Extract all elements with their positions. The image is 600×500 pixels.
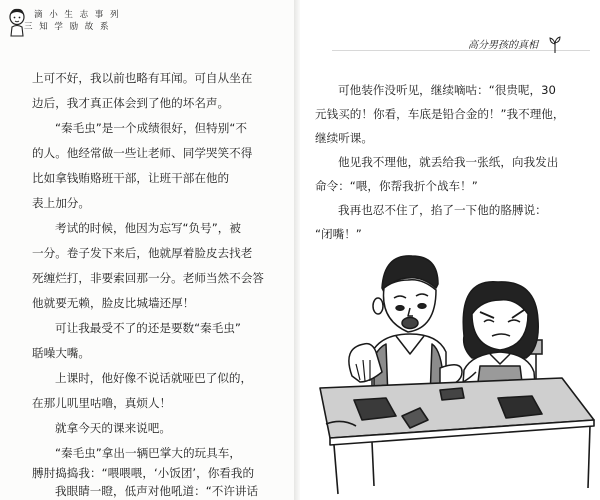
left-text-line: 一分。卷子发下来后，他就厚着脸皮去找老 [32, 246, 253, 260]
right-text-line: “闭嘴！” [315, 227, 362, 241]
series-title-line1: 滴 小 生 志 事 列 [34, 10, 121, 20]
left-text-line: 考试的时候，他因为忘写“负号”，被 [55, 221, 241, 235]
desk-illustration [320, 378, 594, 494]
left-text-line: 就拿今天的课来说吧。 [55, 421, 171, 435]
left-page [0, 0, 296, 500]
classroom-illustration [312, 248, 598, 496]
left-text-line: 我眼睛一瞪，低声对他吼道：“不许讲话 [55, 484, 259, 498]
left-text-line: 上可不好，我以前也略有耳闻。可自从坐在 [32, 71, 253, 85]
right-text-line: 他见我不理他，就丢给我一张纸，向我发出 [338, 155, 559, 169]
left-text-line: 聒噪大嘴。 [32, 346, 90, 360]
left-text-line: 边后，我才真正体会到了他的坏名声。 [32, 96, 230, 110]
left-text-line: 的人。他经常做一些让老师、同学哭笑不得 [32, 146, 253, 160]
left-text-line: 上课时，他好像不说话就哑巴了似的， [55, 371, 253, 385]
left-text-line: 比如拿钱贿赂班干部，让班干部在他的 [32, 171, 230, 185]
right-text-line: 可他装作没听见，继续嘀咕：“很贵呢，30 [338, 83, 556, 97]
book-title: 高分男孩的真相 [468, 40, 538, 51]
left-text-line: “秦毛虫”拿出一辆巴掌大的玩具车， [55, 446, 241, 460]
right-text-line: 继续听课。 [315, 131, 373, 145]
left-text-line: 他就要无赖，脸皮比城墙还厚！ [32, 296, 195, 310]
right-text-line: 我再也忍不住了，掐了一下他的胳膊说： [338, 203, 547, 217]
series-title-line2: 三 知 学 励 故 系 [24, 22, 111, 32]
right-text-line: 命令：“喂，你帮我折个战车！” [315, 179, 478, 193]
left-text-line: 可让我最受不了的还是要数“秦毛虫” [55, 321, 241, 335]
left-text-line: 膊肘捣捣我：“喂喂喂，‘小饭团’，你看我的 [32, 466, 255, 480]
boy-illustration [349, 256, 462, 398]
left-text-line: “秦毛虫”是一个成绩很好，但特别“不 [55, 121, 247, 135]
left-text-line: 死缠烂打，非要索回那一分。老师当然不会答 [32, 271, 264, 285]
left-text-line: 表上加分。 [32, 196, 90, 210]
sprout-icon [548, 36, 562, 54]
right-page [300, 0, 600, 500]
left-text-line: 在那儿叽里咕噜，真烦人！ [32, 396, 172, 410]
right-text-line: 元钱买的！你看，车底是铅合金的！”我不理他， [315, 107, 565, 121]
